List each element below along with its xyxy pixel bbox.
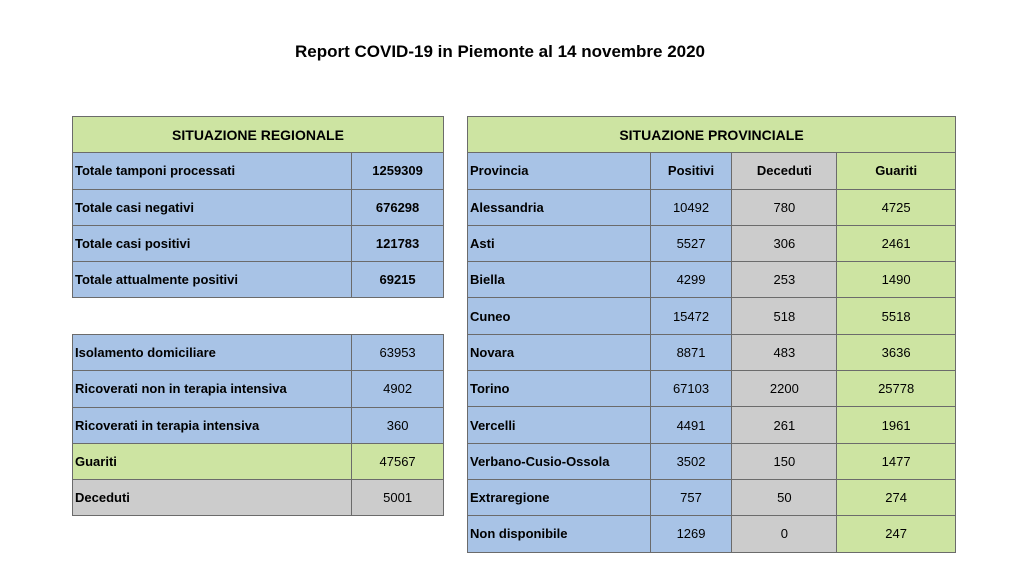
table-row	[73, 443, 444, 479]
province-name: Biella	[468, 262, 651, 298]
positivi-value: 10492	[650, 189, 732, 225]
positivi-value: 4491	[650, 407, 732, 443]
table-row	[73, 189, 444, 225]
row-value: 676298	[352, 189, 444, 225]
row-value: 1259309	[352, 153, 444, 189]
province-name: Torino	[468, 371, 651, 407]
regional-header: SITUAZIONE REGIONALE	[73, 117, 444, 153]
guariti-value: 1477	[837, 443, 956, 479]
guariti-value: 247	[837, 516, 956, 552]
row-label: Totale casi positivi	[73, 225, 352, 261]
table-row	[468, 298, 956, 334]
positivi-value: 1269	[650, 516, 732, 552]
table-row	[468, 407, 956, 443]
deceduti-value: 150	[732, 443, 837, 479]
deceduti-value: 518	[732, 298, 837, 334]
column-header-positivi: Positivi	[650, 153, 732, 189]
province-name: Non disponibile	[468, 516, 651, 552]
table-row	[468, 443, 956, 479]
deceduti-value: 306	[732, 225, 837, 261]
guariti-value: 5518	[837, 298, 956, 334]
table-row	[468, 262, 956, 298]
deceduti-value: 253	[732, 262, 837, 298]
table-row	[468, 479, 956, 515]
guariti-value: 1961	[837, 407, 956, 443]
positivi-value: 8871	[650, 334, 732, 370]
table-row	[73, 407, 444, 443]
regional-summary-table	[72, 116, 444, 298]
guariti-value: 1490	[837, 262, 956, 298]
row-value: 47567	[352, 443, 444, 479]
table-row	[468, 334, 956, 370]
province-name: Alessandria	[468, 189, 651, 225]
province-name: Asti	[468, 225, 651, 261]
deceduti-value: 780	[732, 189, 837, 225]
row-label: Totale casi negativi	[73, 189, 352, 225]
positivi-value: 3502	[650, 443, 732, 479]
deceduti-value: 0	[732, 516, 837, 552]
guariti-value: 3636	[837, 334, 956, 370]
guariti-value: 4725	[837, 189, 956, 225]
guariti-value: 274	[837, 479, 956, 515]
provincial-header: SITUAZIONE PROVINCIALE	[468, 117, 956, 153]
table-row	[73, 225, 444, 261]
row-label: Deceduti	[73, 480, 352, 516]
deceduti-value: 261	[732, 407, 837, 443]
table-row	[73, 262, 444, 298]
row-value: 63953	[352, 335, 444, 371]
row-label: Ricoverati non in terapia intensiva	[73, 371, 352, 407]
column-header-row	[468, 153, 956, 189]
row-value: 360	[352, 407, 444, 443]
row-value: 4902	[352, 371, 444, 407]
table-row	[468, 189, 956, 225]
positivi-value: 5527	[650, 225, 732, 261]
table-row	[73, 153, 444, 189]
deceduti-value: 50	[732, 479, 837, 515]
row-value: 121783	[352, 225, 444, 261]
table-row	[73, 335, 444, 371]
province-name: Verbano-Cusio-Ossola	[468, 443, 651, 479]
province-name: Vercelli	[468, 407, 651, 443]
table-row	[73, 371, 444, 407]
province-name: Novara	[468, 334, 651, 370]
province-name: Extraregione	[468, 479, 651, 515]
column-header-provincia: Provincia	[468, 153, 651, 189]
row-value: 5001	[352, 480, 444, 516]
province-name: Cuneo	[468, 298, 651, 334]
deceduti-value: 2200	[732, 371, 837, 407]
positivi-value: 15472	[650, 298, 732, 334]
deceduti-value: 483	[732, 334, 837, 370]
regional-detail-table	[72, 334, 444, 516]
row-label: Totale attualmente positivi	[73, 262, 352, 298]
table-row	[73, 480, 444, 516]
row-label: Isolamento domiciliare	[73, 335, 352, 371]
provincial-table	[467, 116, 956, 553]
page-title: Report COVID-19 in Piemonte al 14 novembre 2020	[294, 42, 706, 61]
guariti-value: 25778	[837, 371, 956, 407]
row-label: Guariti	[73, 443, 352, 479]
table-row	[468, 516, 956, 552]
positivi-value: 67103	[650, 371, 732, 407]
table-row	[468, 225, 956, 261]
positivi-value: 4299	[650, 262, 732, 298]
column-header-deceduti: Deceduti	[732, 153, 837, 189]
row-label: Ricoverati in terapia intensiva	[73, 407, 352, 443]
guariti-value: 2461	[837, 225, 956, 261]
table-row	[468, 371, 956, 407]
column-header-guariti: Guariti	[837, 153, 956, 189]
positivi-value: 757	[650, 479, 732, 515]
row-label: Totale tamponi processati	[73, 153, 352, 189]
row-value: 69215	[352, 262, 444, 298]
